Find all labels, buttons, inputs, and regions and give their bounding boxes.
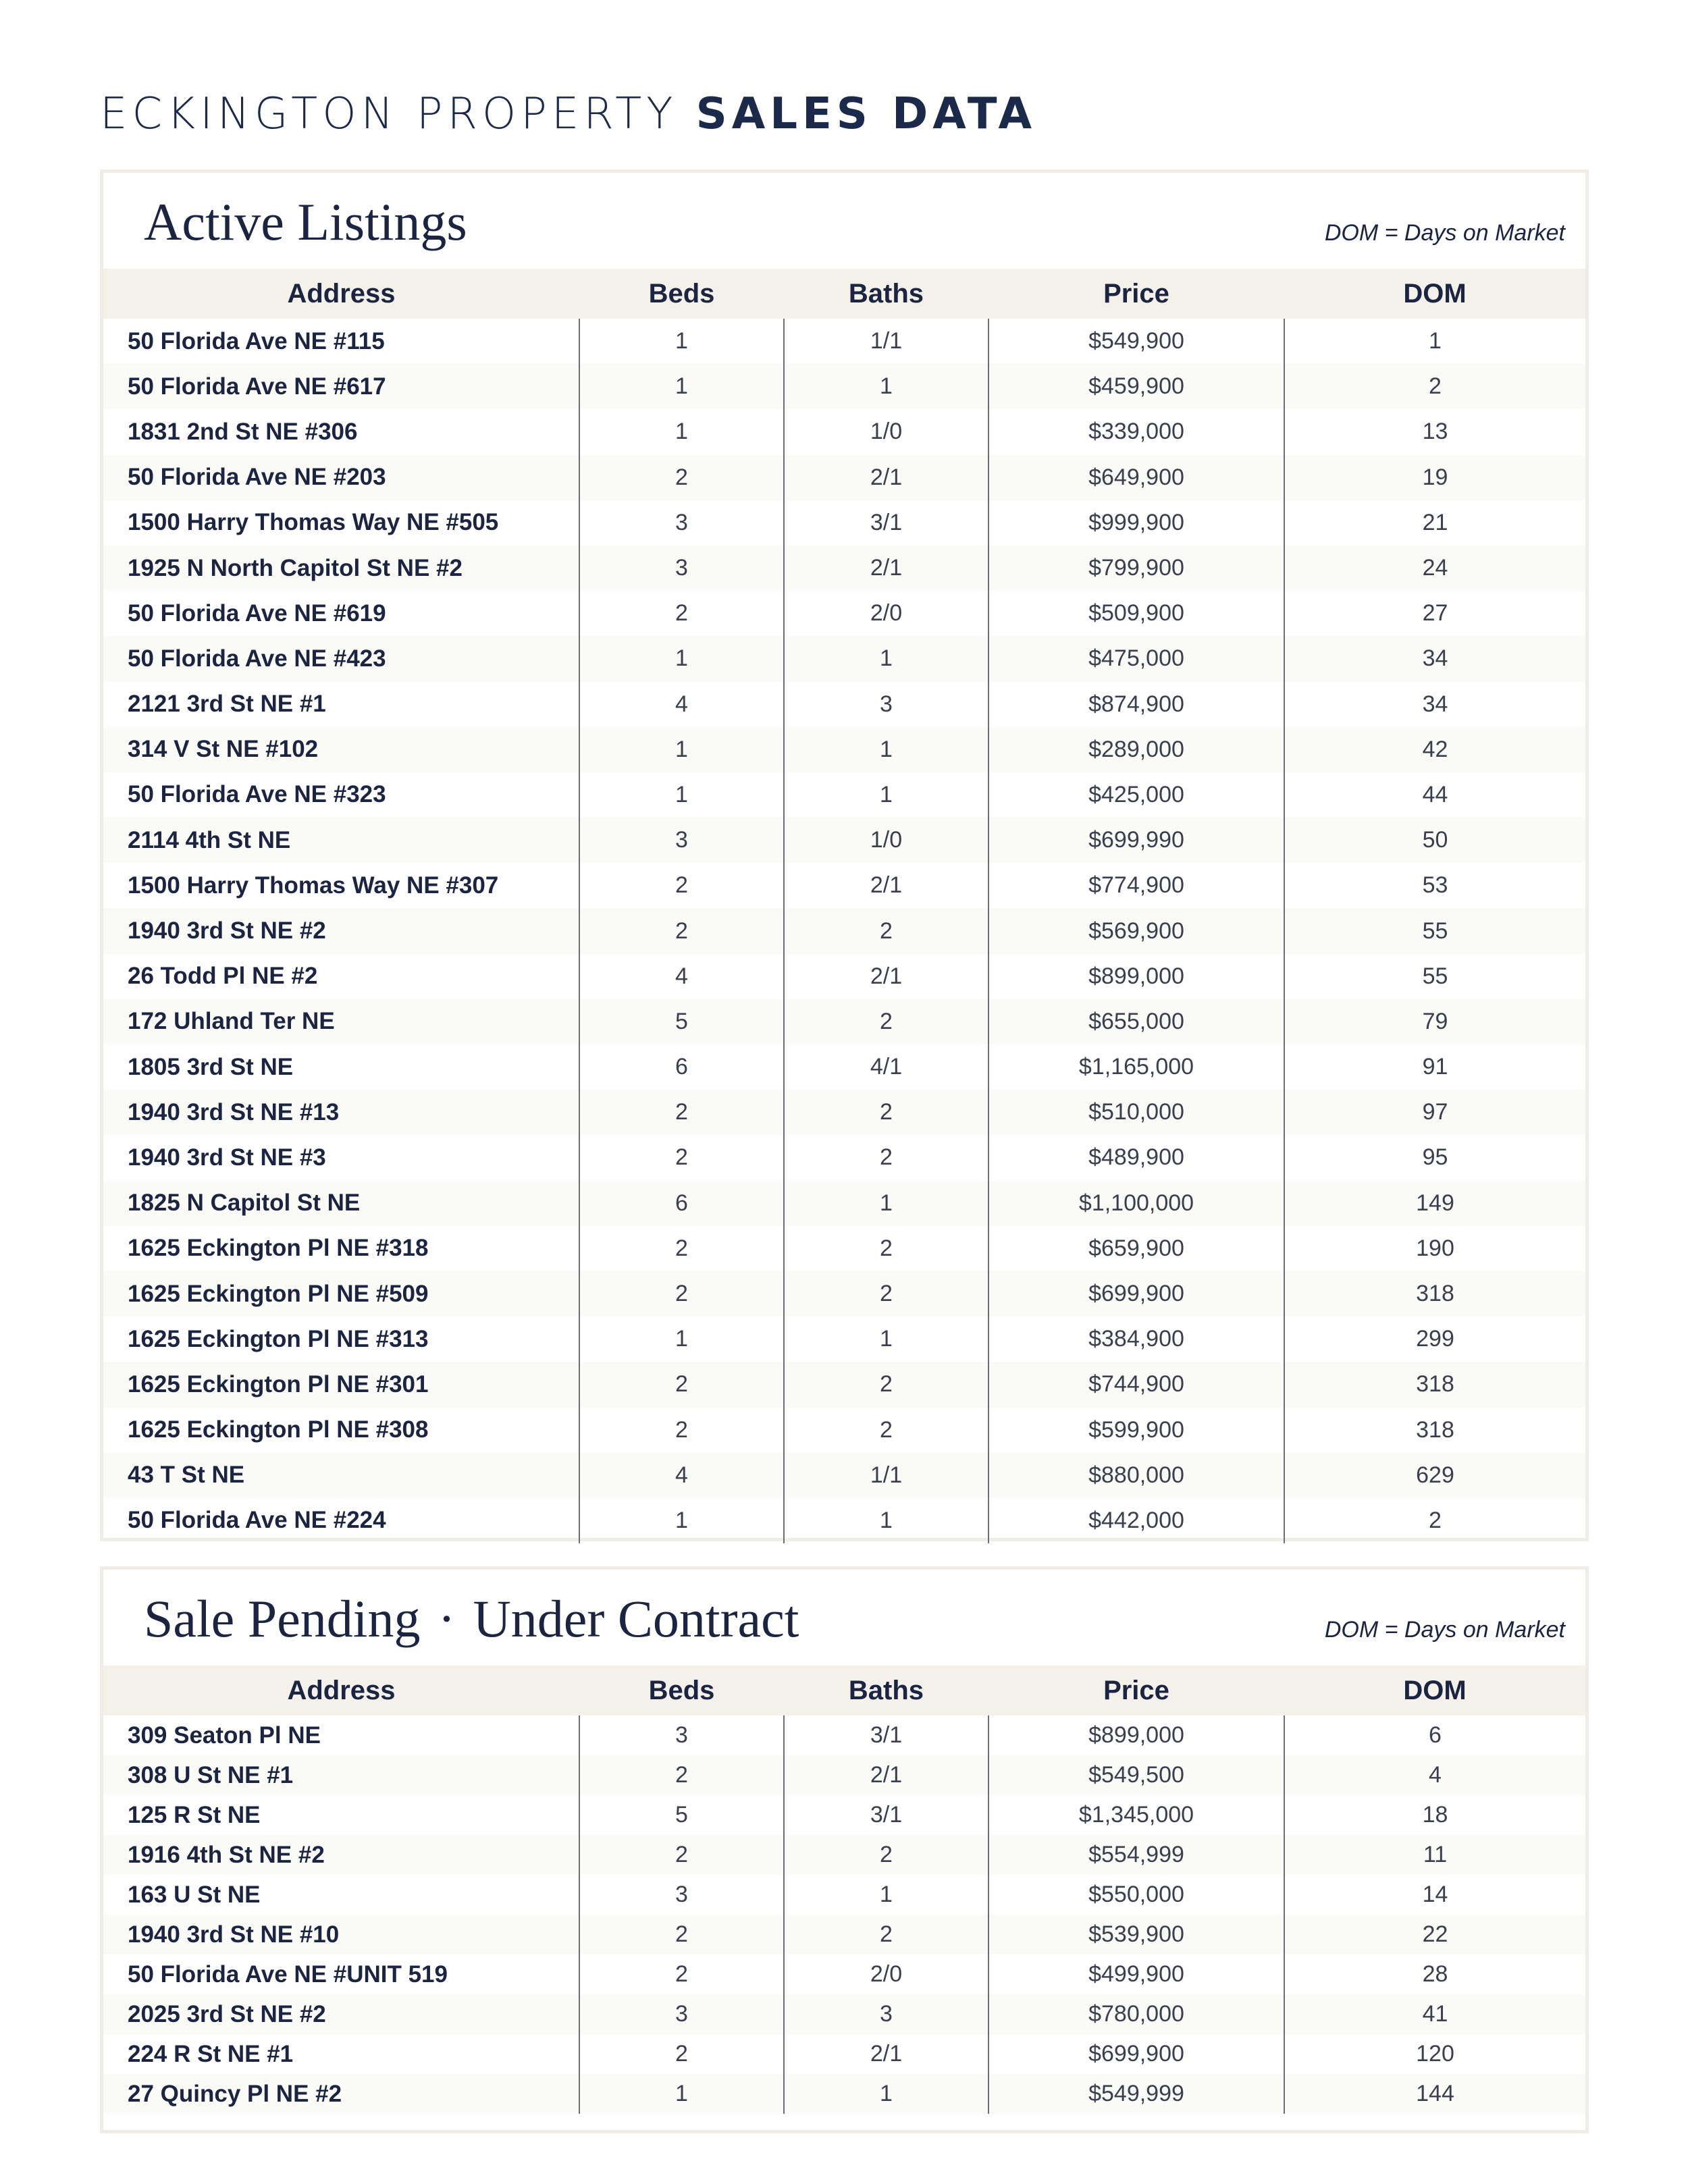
dom-cell: 318 xyxy=(1284,1408,1585,1453)
column-header-dom: DOM xyxy=(1284,1666,1585,1715)
baths-cell: 1 xyxy=(784,772,988,818)
beds-cell: 3 xyxy=(579,818,784,863)
beds-cell: 2 xyxy=(579,1954,784,1994)
price-cell: $599,900 xyxy=(988,1408,1284,1453)
active-listings-rows xyxy=(103,319,1585,1543)
address-cell: 163 U St NE xyxy=(128,1881,261,1908)
dom-cell: 144 xyxy=(1284,2074,1585,2114)
dom-cell: 91 xyxy=(1284,1044,1585,1090)
dom-cell: 95 xyxy=(1284,1135,1585,1180)
table-row xyxy=(103,1715,1585,1755)
column-header-baths: Baths xyxy=(784,269,988,319)
sale-pending-panel xyxy=(100,1566,1589,2133)
price-cell: $799,900 xyxy=(988,545,1284,591)
price-cell: $744,900 xyxy=(988,1362,1284,1407)
column-header-price: Price xyxy=(988,1666,1284,1715)
table-row xyxy=(103,2074,1585,2114)
table-row xyxy=(103,500,1585,545)
address-cell: 50 Florida Ave NE #203 xyxy=(103,455,579,500)
price-cell: $1,165,000 xyxy=(988,1044,1284,1090)
address-cell: 1940 3rd St NE #3 xyxy=(128,1144,326,1171)
beds-cell: 3 xyxy=(579,1875,784,1915)
price-cell: $999,900 xyxy=(988,500,1284,545)
dom-cell: 97 xyxy=(1284,1090,1585,1135)
address-cell: 50 Florida Ave NE #323 xyxy=(128,781,386,808)
dom-cell: 2 xyxy=(1284,364,1585,409)
table-row xyxy=(103,1453,1585,1498)
table-row xyxy=(103,772,1585,818)
price-cell: $699,900 xyxy=(988,1271,1284,1316)
price-cell: $459,900 xyxy=(988,364,1284,409)
table-row xyxy=(103,364,1585,409)
beds-cell: 4 xyxy=(579,1453,784,1498)
beds-cell: 2 xyxy=(579,591,784,636)
beds-cell: 1 xyxy=(579,364,784,409)
address-cell: 1625 Eckington Pl NE #313 xyxy=(128,1325,429,1352)
dom-cell: 27 xyxy=(1284,591,1585,636)
sale-pending-title-b: Under Contract xyxy=(473,1589,799,1648)
baths-cell: 1 xyxy=(784,1875,988,1915)
dom-cell: 1 xyxy=(1284,319,1585,364)
page-title xyxy=(100,89,1036,139)
dom-cell: 28 xyxy=(1284,1954,1585,1994)
address-cell: 1625 Eckington Pl NE #301 xyxy=(103,1362,579,1407)
table-header-row xyxy=(103,1666,1585,1715)
sale-pending-title xyxy=(144,1589,799,1649)
table-header-row xyxy=(103,269,1585,319)
baths-cell: 2/1 xyxy=(784,863,988,908)
table-row xyxy=(103,2034,1585,2074)
address-cell: 1940 3rd St NE #10 xyxy=(103,1915,579,1954)
beds-cell: 2 xyxy=(579,1755,784,1795)
dom-cell: 6 xyxy=(1284,1715,1585,1755)
price-cell: $499,900 xyxy=(988,1954,1284,1994)
table-row xyxy=(103,863,1585,908)
address-cell: 1500 Harry Thomas Way NE #307 xyxy=(128,872,499,899)
price-cell: $475,000 xyxy=(988,636,1284,681)
beds-cell: 4 xyxy=(579,682,784,727)
beds-cell: 2 xyxy=(579,1135,784,1180)
address-cell: 2121 3rd St NE #1 xyxy=(128,691,326,718)
price-cell: $510,000 xyxy=(988,1090,1284,1135)
baths-cell: 2 xyxy=(784,1835,988,1875)
table-row xyxy=(103,636,1585,681)
beds-cell: 1 xyxy=(579,772,784,818)
price-cell: $549,999 xyxy=(988,2074,1284,2114)
table-row xyxy=(103,1915,1585,1954)
address-cell: 26 Todd Pl NE #2 xyxy=(128,963,318,990)
beds-cell: 6 xyxy=(579,1181,784,1226)
address-cell: 43 T St NE xyxy=(103,1453,579,1498)
baths-cell: 2 xyxy=(784,908,988,953)
address-cell: 1625 Eckington Pl NE #509 xyxy=(103,1271,579,1316)
address-cell: 1625 Eckington Pl NE #308 xyxy=(128,1416,429,1443)
dom-cell: 14 xyxy=(1284,1875,1585,1915)
beds-cell: 1 xyxy=(579,1498,784,1543)
beds-cell: 3 xyxy=(579,500,784,545)
beds-cell: 3 xyxy=(579,1715,784,1755)
dom-cell: 19 xyxy=(1284,455,1585,500)
table-row xyxy=(103,1316,1585,1362)
baths-cell: 2 xyxy=(784,1226,988,1271)
table-row xyxy=(103,908,1585,953)
address-cell: 50 Florida Ave NE #619 xyxy=(128,600,386,627)
price-cell: $549,500 xyxy=(988,1755,1284,1795)
baths-cell: 2/1 xyxy=(784,455,988,500)
baths-cell: 3 xyxy=(784,682,988,727)
price-cell: $569,900 xyxy=(988,908,1284,953)
active-listings-table xyxy=(103,269,1585,1543)
price-cell: $659,900 xyxy=(988,1226,1284,1271)
beds-cell: 1 xyxy=(579,2074,784,2114)
table-row xyxy=(103,1181,1585,1226)
baths-cell: 1 xyxy=(784,1498,988,1543)
price-cell: $899,000 xyxy=(988,954,1284,999)
column-header-beds: Beds xyxy=(579,1666,784,1715)
dom-cell: 22 xyxy=(1284,1915,1585,1954)
price-cell: $339,000 xyxy=(988,409,1284,454)
beds-cell: 2 xyxy=(579,455,784,500)
baths-cell: 2 xyxy=(784,1135,988,1180)
address-cell: 50 Florida Ave NE #617 xyxy=(103,364,579,409)
baths-cell: 1 xyxy=(784,727,988,772)
dom-cell: 50 xyxy=(1284,818,1585,863)
price-cell: $874,900 xyxy=(988,682,1284,727)
baths-cell: 1/1 xyxy=(784,1453,988,1498)
baths-cell: 2/1 xyxy=(784,2034,988,2074)
table-row xyxy=(103,682,1585,727)
dom-cell: 149 xyxy=(1284,1181,1585,1226)
price-cell: $550,000 xyxy=(988,1875,1284,1915)
baths-cell: 2/1 xyxy=(784,545,988,591)
address-cell: 1916 4th St NE #2 xyxy=(103,1835,579,1875)
beds-cell: 2 xyxy=(579,1362,784,1407)
table-row xyxy=(103,999,1585,1044)
address-cell: 1940 3rd St NE #2 xyxy=(103,908,579,953)
price-cell: $289,000 xyxy=(988,727,1284,772)
table-row xyxy=(103,1226,1585,1271)
dom-cell: 120 xyxy=(1284,2034,1585,2074)
dom-cell: 34 xyxy=(1284,682,1585,727)
page-title-light: ECKINGTON PROPERTY xyxy=(100,89,678,139)
baths-cell: 3/1 xyxy=(784,1715,988,1755)
baths-cell: 2/1 xyxy=(784,954,988,999)
baths-cell: 2 xyxy=(784,999,988,1044)
price-cell: $425,000 xyxy=(988,772,1284,818)
baths-cell: 2 xyxy=(784,1271,988,1316)
price-cell: $1,345,000 xyxy=(988,1795,1284,1835)
table-row xyxy=(103,409,1585,454)
table-row xyxy=(103,319,1585,364)
address-cell: 314 V St NE #102 xyxy=(103,727,579,772)
column-header-dom: DOM xyxy=(1284,269,1585,319)
dom-cell: 42 xyxy=(1284,727,1585,772)
address-cell: 1500 Harry Thomas Way NE #505 xyxy=(128,509,499,536)
beds-cell: 2 xyxy=(579,908,784,953)
dom-cell: 11 xyxy=(1284,1835,1585,1875)
baths-cell: 1 xyxy=(784,1316,988,1362)
price-cell: $774,900 xyxy=(988,863,1284,908)
price-cell: $1,100,000 xyxy=(988,1181,1284,1226)
baths-cell: 1/0 xyxy=(784,818,988,863)
table-row xyxy=(103,545,1585,591)
beds-cell: 1 xyxy=(579,409,784,454)
table-row xyxy=(103,1362,1585,1407)
beds-cell: 3 xyxy=(579,1994,784,2034)
dom-cell: 55 xyxy=(1284,954,1585,999)
baths-cell: 1 xyxy=(784,2074,988,2114)
baths-cell: 2 xyxy=(784,1915,988,1954)
active-listings-header xyxy=(103,173,1585,269)
active-listings-title: Active Listings xyxy=(144,192,467,251)
baths-cell: 3/1 xyxy=(784,500,988,545)
table-row xyxy=(103,1994,1585,2034)
baths-cell: 1 xyxy=(784,636,988,681)
title-separator: · xyxy=(438,1589,456,1648)
dom-cell: 41 xyxy=(1284,1994,1585,2034)
table-row xyxy=(103,727,1585,772)
dom-cell: 44 xyxy=(1284,772,1585,818)
beds-cell: 5 xyxy=(579,999,784,1044)
baths-cell: 1 xyxy=(784,1181,988,1226)
beds-cell: 2 xyxy=(579,1408,784,1453)
dom-cell: 190 xyxy=(1284,1226,1585,1271)
table-row xyxy=(103,1044,1585,1090)
address-cell: 2114 4th St NE xyxy=(103,818,579,863)
address-cell: 1625 Eckington Pl NE #318 xyxy=(128,1235,429,1262)
baths-cell: 2 xyxy=(784,1090,988,1135)
beds-cell: 2 xyxy=(579,1835,784,1875)
beds-cell: 1 xyxy=(579,1316,784,1362)
baths-cell: 2/1 xyxy=(784,1755,988,1795)
sale-pending-rows xyxy=(103,1715,1585,2114)
beds-cell: 2 xyxy=(579,2034,784,2074)
table-row xyxy=(103,1498,1585,1543)
price-cell: $655,000 xyxy=(988,999,1284,1044)
beds-cell: 5 xyxy=(579,1795,784,1835)
dom-cell: 4 xyxy=(1284,1755,1585,1795)
price-cell: $489,900 xyxy=(988,1135,1284,1180)
column-header-beds: Beds xyxy=(579,269,784,319)
table-row xyxy=(103,954,1585,999)
baths-cell: 1/1 xyxy=(784,319,988,364)
price-cell: $649,900 xyxy=(988,455,1284,500)
dom-cell: 299 xyxy=(1284,1316,1585,1362)
baths-cell: 3/1 xyxy=(784,1795,988,1835)
column-header-address: Address xyxy=(103,1666,579,1715)
beds-cell: 2 xyxy=(579,1090,784,1135)
beds-cell: 4 xyxy=(579,954,784,999)
price-cell: $549,900 xyxy=(988,319,1284,364)
table-row xyxy=(103,1271,1585,1316)
baths-cell: 2/0 xyxy=(784,1954,988,1994)
sale-pending-header xyxy=(103,1570,1585,1666)
address-cell: 27 Quincy Pl NE #2 xyxy=(103,2074,579,2114)
dom-cell: 318 xyxy=(1284,1362,1585,1407)
address-cell: 1805 3rd St NE xyxy=(128,1053,294,1080)
address-cell: 125 R St NE xyxy=(128,1801,261,1828)
address-cell: 50 Florida Ave NE #423 xyxy=(103,636,579,681)
dom-cell: 34 xyxy=(1284,636,1585,681)
price-cell: $699,990 xyxy=(988,818,1284,863)
table-row xyxy=(103,591,1585,636)
price-cell: $899,000 xyxy=(988,1715,1284,1755)
dom-cell: 21 xyxy=(1284,500,1585,545)
address-cell: 309 Seaton Pl NE xyxy=(128,1722,321,1749)
price-cell: $554,999 xyxy=(988,1835,1284,1875)
price-cell: $880,000 xyxy=(988,1453,1284,1498)
address-cell: 50 Florida Ave NE #115 xyxy=(128,327,385,354)
beds-cell: 2 xyxy=(579,1226,784,1271)
price-cell: $539,900 xyxy=(988,1915,1284,1954)
table-row xyxy=(103,1835,1585,1875)
address-cell: 1825 N Capitol St NE xyxy=(103,1181,579,1226)
dom-cell: 55 xyxy=(1284,908,1585,953)
price-cell: $384,900 xyxy=(988,1316,1284,1362)
table-row xyxy=(103,1795,1585,1835)
address-cell: 172 Uhland Ter NE xyxy=(103,999,579,1044)
page-title-bold: SALES DATA xyxy=(695,89,1037,139)
table-row xyxy=(103,1408,1585,1453)
baths-cell: 2 xyxy=(784,1408,988,1453)
table-row xyxy=(103,1875,1585,1915)
beds-cell: 1 xyxy=(579,319,784,364)
baths-cell: 3 xyxy=(784,1994,988,2034)
price-cell: $780,000 xyxy=(988,1994,1284,2034)
beds-cell: 2 xyxy=(579,1271,784,1316)
address-cell: 308 U St NE #1 xyxy=(103,1755,579,1795)
price-cell: $509,900 xyxy=(988,591,1284,636)
baths-cell: 2/0 xyxy=(784,591,988,636)
table-row xyxy=(103,1755,1585,1795)
price-cell: $699,900 xyxy=(988,2034,1284,2074)
beds-cell: 6 xyxy=(579,1044,784,1090)
beds-cell: 2 xyxy=(579,863,784,908)
sale-pending-table xyxy=(103,1666,1585,2114)
address-cell: 1831 2nd St NE #306 xyxy=(128,418,358,445)
table-row xyxy=(103,455,1585,500)
dom-cell: 13 xyxy=(1284,409,1585,454)
beds-cell: 3 xyxy=(579,545,784,591)
baths-cell: 4/1 xyxy=(784,1044,988,1090)
address-cell: 2025 3rd St NE #2 xyxy=(103,1994,579,2034)
table-row xyxy=(103,1135,1585,1180)
address-cell: 1925 N North Capitol St NE #2 xyxy=(103,545,579,591)
table-row xyxy=(103,1954,1585,1994)
active-listings-panel xyxy=(100,169,1589,1541)
address-cell: 50 Florida Ave NE #224 xyxy=(128,1507,386,1534)
sale-pending-title-a: Sale Pending xyxy=(144,1589,421,1648)
price-cell: $442,000 xyxy=(988,1498,1284,1543)
dom-cell: 318 xyxy=(1284,1271,1585,1316)
baths-cell: 1/0 xyxy=(784,409,988,454)
dom-note: DOM = Days on Market xyxy=(1324,220,1565,246)
baths-cell: 1 xyxy=(784,364,988,409)
column-header-price: Price xyxy=(988,269,1284,319)
baths-cell: 2 xyxy=(784,1362,988,1407)
beds-cell: 2 xyxy=(579,1915,784,1954)
column-header-address: Address xyxy=(103,269,579,319)
dom-note: DOM = Days on Market xyxy=(1324,1617,1565,1643)
dom-cell: 24 xyxy=(1284,545,1585,591)
beds-cell: 1 xyxy=(579,727,784,772)
address-cell: 50 Florida Ave NE #UNIT 519 xyxy=(128,1961,448,1988)
table-row xyxy=(103,1090,1585,1135)
dom-cell: 2 xyxy=(1284,1498,1585,1543)
column-header-baths: Baths xyxy=(784,1666,988,1715)
table-row xyxy=(103,818,1585,863)
dom-cell: 629 xyxy=(1284,1453,1585,1498)
dom-cell: 53 xyxy=(1284,863,1585,908)
dom-cell: 18 xyxy=(1284,1795,1585,1835)
beds-cell: 1 xyxy=(579,636,784,681)
address-cell: 224 R St NE #1 xyxy=(128,2040,294,2067)
dom-cell: 79 xyxy=(1284,999,1585,1044)
address-cell: 1940 3rd St NE #13 xyxy=(103,1090,579,1135)
